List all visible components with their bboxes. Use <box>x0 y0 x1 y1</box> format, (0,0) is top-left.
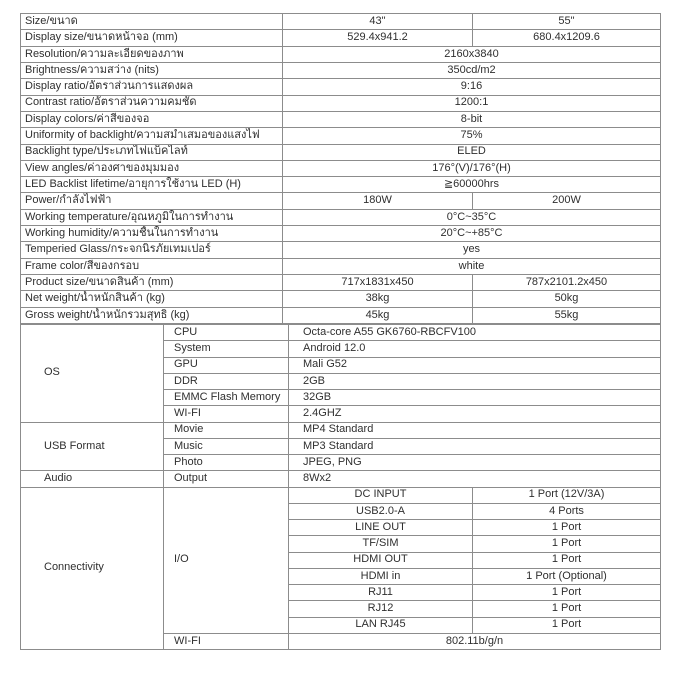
spec-label-cell: Display colors/ค่าสีของจอ <box>21 111 283 127</box>
table-row <box>21 291 661 307</box>
spec-value-cell: 180W <box>283 193 473 209</box>
spec-label-cell: Display size/ขนาดหน้าจอ (mm) <box>21 30 283 46</box>
spec-value-cell: Mali G52 <box>289 357 661 373</box>
table-row <box>21 275 661 291</box>
spec-value-cell: LINE OUT <box>289 520 473 536</box>
display-spec-table-slot <box>20 13 660 324</box>
spec-value-cell: LAN RJ45 <box>289 617 473 633</box>
spec-label-cell: Resolution/ความละเอียดของภาพ <box>21 46 283 62</box>
spec-value-cell: 2160x3840 <box>283 46 661 62</box>
table-row <box>21 30 661 46</box>
spec-value-cell: MP4 Standard <box>289 422 661 438</box>
spec-value-cell: TF/SIM <box>289 536 473 552</box>
spec-label-cell: Power/กำลังไฟฟ้า <box>21 193 283 209</box>
spec-label-cell: Gross weight/น้ำหนักรวมสุทธิ (kg) <box>21 307 283 323</box>
spec-label-cell: Size/ขนาด <box>21 14 283 30</box>
table-row <box>21 46 661 62</box>
spec-value-cell: 1 Port <box>473 585 661 601</box>
table-row <box>21 471 661 487</box>
spec-label-cell: Brightness/ความสว่าง (nits) <box>21 62 283 78</box>
group-label-cell: USB Format <box>21 422 164 471</box>
spec-value-cell: 350cd/m2 <box>283 62 661 78</box>
sub-label-cell: EMMC Flash Memory <box>164 390 289 406</box>
spec-value-cell: HDMI in <box>289 568 473 584</box>
sub-label-cell: CPU <box>164 325 289 341</box>
sub-label-cell: Photo <box>164 455 289 471</box>
table-row <box>21 487 661 503</box>
spec-value-cell: 176°(V)/176°(H) <box>283 160 661 176</box>
spec-value-cell: 200W <box>473 193 661 209</box>
spec-value-cell: USB2.0-A <box>289 503 473 519</box>
spec-value-cell: JPEG, PNG <box>289 455 661 471</box>
spec-value-cell: 4 Ports <box>473 503 661 519</box>
sub-label-cell: WI-FI <box>164 406 289 422</box>
spec-value-cell: RJ11 <box>289 585 473 601</box>
spec-label-cell: View angles/ค่าองศาของมุมมอง <box>21 160 283 176</box>
sub-label-cell: Music <box>164 438 289 454</box>
spec-value-cell: 680.4x1209.6 <box>473 30 661 46</box>
spec-value-cell: 529.4x941.2 <box>283 30 473 46</box>
table-row <box>21 160 661 176</box>
spec-value-cell: 1 Port <box>473 520 661 536</box>
spec-value-cell: 45kg <box>283 307 473 323</box>
table-row <box>21 258 661 274</box>
group-label-cell: Audio <box>21 471 164 487</box>
group-label-cell: Connectivity <box>21 487 164 650</box>
spec-label-cell: Contrast ratio/อัตราส่วนความคมชัด <box>21 95 283 111</box>
sub-label-cell: System <box>164 341 289 357</box>
spec-value-cell: MP3 Standard <box>289 438 661 454</box>
table-row <box>21 325 661 341</box>
spec-value-cell: DC INPUT <box>289 487 473 503</box>
spec-value-cell: 38kg <box>283 291 473 307</box>
table-row <box>21 144 661 160</box>
spec-label-cell: Temperied Glass/กระจกนิรภัยเทมเปอร์ <box>21 242 283 258</box>
spec-label-cell: Display ratio/อัตราส่วนการแสดงผล <box>21 79 283 95</box>
spec-value-cell: 55" <box>473 14 661 30</box>
spec-value-cell: yes <box>283 242 661 258</box>
table-row <box>21 209 661 225</box>
spec-value-cell: RJ12 <box>289 601 473 617</box>
spec-value-cell: 20°C~+85°C <box>283 226 661 242</box>
feature-table-slot <box>20 324 660 650</box>
spec-label-cell: Product size/ขนาดสินค้า (mm) <box>21 275 283 291</box>
spec-value-cell: Android 12.0 <box>289 341 661 357</box>
feature-table <box>20 324 661 650</box>
spec-value-cell: 1200:1 <box>283 95 661 111</box>
spec-value-cell: 2.4GHZ <box>289 406 661 422</box>
spec-value-cell: 43" <box>283 14 473 30</box>
sub-label-cell: I/O <box>164 487 289 633</box>
spec-value-cell: 802.11b/g/n <box>289 633 661 649</box>
table-row <box>21 307 661 323</box>
sub-label-cell: GPU <box>164 357 289 373</box>
group-label-cell: OS <box>21 325 164 423</box>
table-row <box>21 422 661 438</box>
spec-value-cell: 1 Port <box>473 536 661 552</box>
table-row <box>21 62 661 78</box>
table-row <box>21 193 661 209</box>
spec-value-cell: 787x2101.2x450 <box>473 275 661 291</box>
spec-label-cell: Net weight/น้ำหนักสินค้า (kg) <box>21 291 283 307</box>
sub-label-cell: Movie <box>164 422 289 438</box>
spec-value-cell: 75% <box>283 128 661 144</box>
sub-label-cell: Output <box>164 471 289 487</box>
spec-value-cell: 0°C~35°C <box>283 209 661 225</box>
spec-value-cell: 8-bit <box>283 111 661 127</box>
spec-value-cell: 1 Port <box>473 552 661 568</box>
table-row <box>21 14 661 30</box>
spec-value-cell: 55kg <box>473 307 661 323</box>
spec-value-cell: 9:16 <box>283 79 661 95</box>
spec-value-cell: white <box>283 258 661 274</box>
spec-value-cell: 32GB <box>289 390 661 406</box>
spec-label-cell: Frame color/สีของกรอบ <box>21 258 283 274</box>
spec-label-cell: Uniformity of backlight/ความสม่ำเสมอของแสงไฟ <box>21 128 283 144</box>
spec-value-cell: 2GB <box>289 373 661 389</box>
sub-label-cell: DDR <box>164 373 289 389</box>
spec-value-cell: 1 Port (12V/3A) <box>473 487 661 503</box>
spec-label-cell: Working temperature/อุณหภูมิในการทำงาน <box>21 209 283 225</box>
sub-label-cell: WI-FI <box>164 633 289 649</box>
display-spec-table <box>20 13 661 324</box>
spec-label-cell: Backlight type/ประเภทไฟแบ็คไลท์ <box>21 144 283 160</box>
spec-value-cell: 8Wx2 <box>289 471 661 487</box>
spec-value-cell: ≧60000hrs <box>283 177 661 193</box>
table-row <box>21 95 661 111</box>
spec-label-cell: Working humidity/ความชื้นในการทำงาน <box>21 226 283 242</box>
spec-value-cell: HDMI OUT <box>289 552 473 568</box>
table-row <box>21 128 661 144</box>
table-row <box>21 226 661 242</box>
spec-value-cell: 1 Port <box>473 601 661 617</box>
table-row <box>21 177 661 193</box>
table-row <box>21 111 661 127</box>
spec-value-cell: Octa-core A55 GK6760-RBCFV100 <box>289 325 661 341</box>
spec-value-cell: 1 Port <box>473 617 661 633</box>
spec-value-cell: 1 Port (Optional) <box>473 568 661 584</box>
table-row <box>21 242 661 258</box>
table-row <box>21 79 661 95</box>
spec-label-cell: LED Backlist lifetime/อายุการใช้งาน LED (H) <box>21 177 283 193</box>
spec-tables-container <box>20 13 660 650</box>
spec-value-cell: 717x1831x450 <box>283 275 473 291</box>
spec-value-cell: 50kg <box>473 291 661 307</box>
spec-value-cell: ELED <box>283 144 661 160</box>
